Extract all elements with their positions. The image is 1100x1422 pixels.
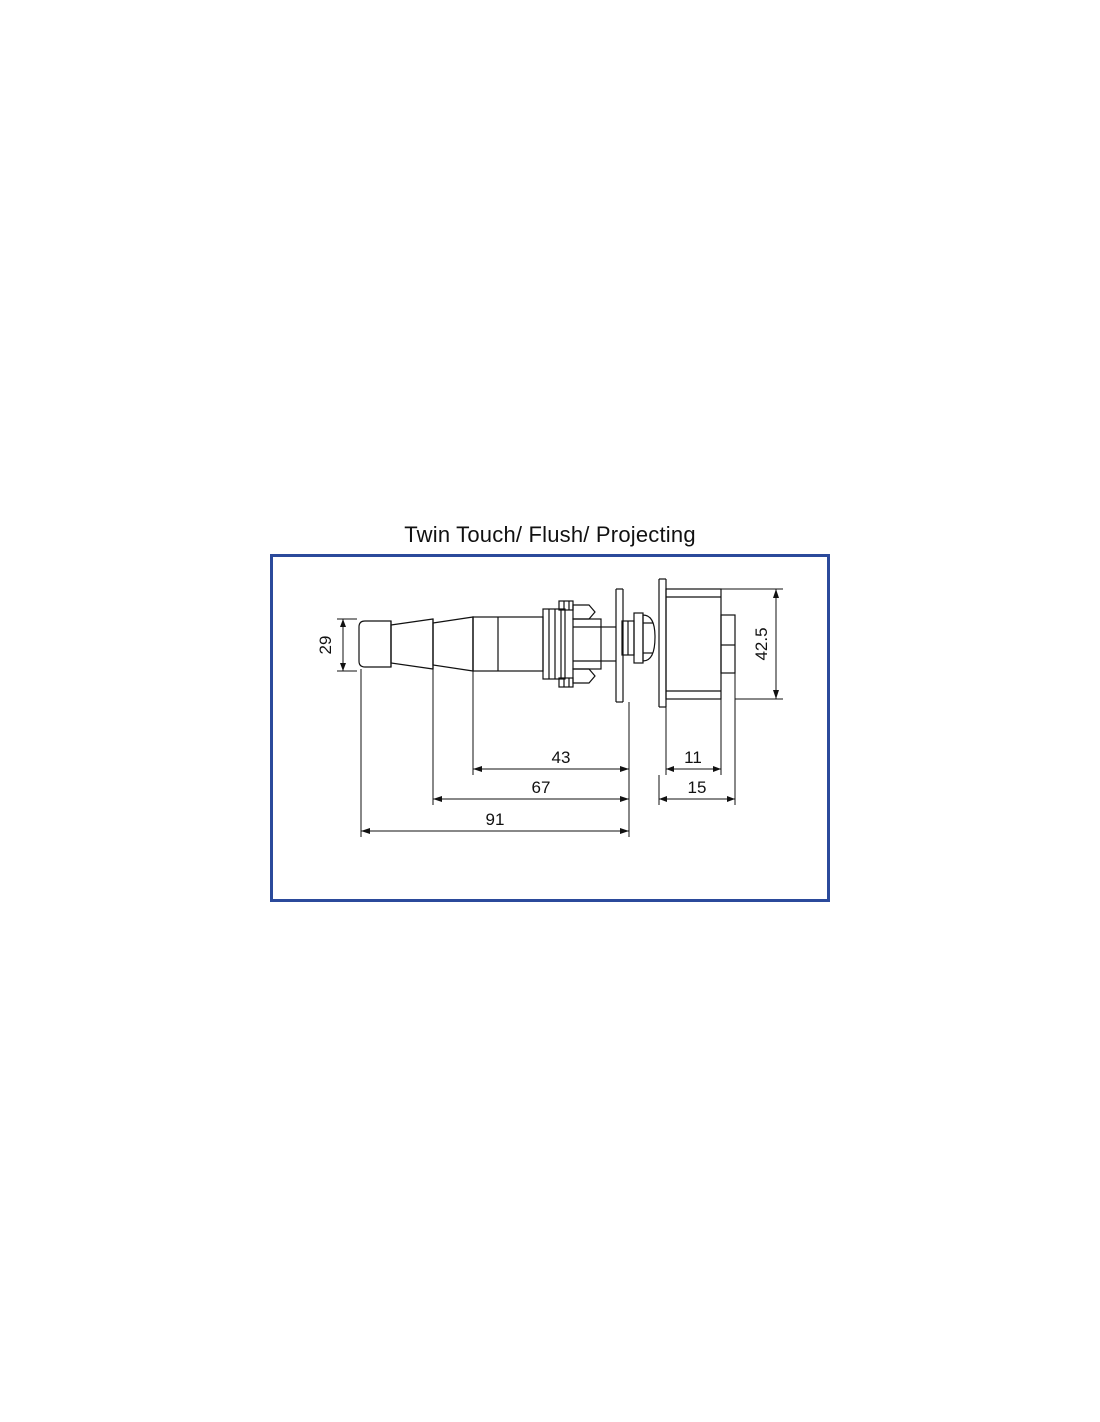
front-view-geometry (622, 579, 735, 707)
dimension-label-42-5: 42.5 (752, 627, 771, 661)
dimension-label-67: 67 (531, 778, 551, 797)
dimension-lines (337, 589, 783, 837)
dimension-label-29: 29 (316, 635, 335, 655)
dimension-label-91: 91 (485, 810, 505, 829)
side-view-geometry (359, 589, 623, 702)
drawing-frame (270, 554, 830, 902)
dimension-label-11: 11 (684, 748, 702, 767)
dimension-label-15: 15 (687, 778, 707, 797)
technical-drawing (273, 557, 833, 905)
dimension-label-43: 43 (551, 748, 571, 767)
page-title: Twin Touch/ Flush/ Projecting (404, 522, 696, 547)
